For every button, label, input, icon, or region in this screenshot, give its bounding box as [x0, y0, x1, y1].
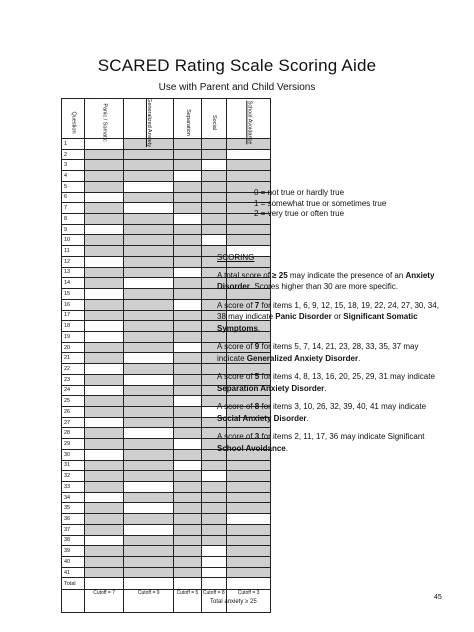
total-cell[interactable] — [201, 578, 226, 590]
question-number: 12 — [62, 256, 85, 267]
separation-cell — [174, 417, 202, 428]
social-cell — [201, 181, 226, 192]
generalized-anxiety-cell — [124, 224, 174, 235]
table-row — [62, 224, 271, 235]
question-number: 21 — [62, 353, 85, 364]
generalized-anxiety-cell[interactable] — [124, 482, 174, 493]
table-row — [62, 203, 271, 214]
scoring-section — [217, 252, 445, 461]
question-number: 5 — [62, 181, 85, 192]
table-row — [62, 524, 271, 535]
social-cell — [201, 535, 226, 546]
generalized-anxiety-cell — [124, 267, 174, 278]
question-number: 32 — [62, 471, 85, 482]
question-number: 3 — [62, 160, 85, 171]
generalized-anxiety-cell — [124, 417, 174, 428]
separation-cell — [174, 535, 202, 546]
panic-cell — [85, 482, 124, 493]
separation-cell — [174, 492, 202, 503]
table-row — [62, 192, 271, 203]
social-cell — [201, 460, 226, 471]
question-number: 11 — [62, 246, 85, 257]
social-cell — [201, 224, 226, 235]
social-cell[interactable] — [201, 235, 226, 246]
generalized-anxiety-cell — [124, 557, 174, 568]
generalized-anxiety-cell — [124, 439, 174, 450]
generalized-anxiety-cell — [124, 471, 174, 482]
page-number: 45 — [434, 594, 442, 601]
separation-cell — [174, 482, 202, 493]
separation-cell — [174, 181, 202, 192]
question-number: 18 — [62, 321, 85, 332]
question-number: 13 — [62, 267, 85, 278]
school-avoidance-cell[interactable] — [226, 149, 271, 160]
generalized-anxiety-cell — [124, 535, 174, 546]
panic-cell — [85, 235, 124, 246]
question-number: 27 — [62, 417, 85, 428]
table-row — [62, 535, 271, 546]
school-avoidance-cell[interactable] — [226, 514, 271, 525]
question-number: 39 — [62, 546, 85, 557]
generalized-anxiety-cell[interactable] — [124, 278, 174, 289]
total-cell[interactable] — [226, 578, 271, 590]
header-social: Social — [201, 99, 226, 139]
separation-cell — [174, 235, 202, 246]
panic-cell — [85, 267, 124, 278]
separation-cell[interactable] — [174, 439, 202, 450]
question-number: 38 — [62, 535, 85, 546]
panic-cell — [85, 160, 124, 171]
legend-item: 2 = very true or often true — [254, 209, 345, 218]
social-cell — [201, 482, 226, 493]
generalized-anxiety-cell — [124, 321, 174, 332]
separation-cell — [174, 567, 202, 578]
panic-cell — [85, 310, 124, 321]
school-avoidance-cell — [226, 503, 271, 514]
panic-cell[interactable] — [85, 192, 124, 203]
table-row — [62, 171, 271, 182]
total-label: Total — [62, 578, 85, 590]
separation-cell — [174, 364, 202, 375]
social-cell — [201, 139, 226, 150]
question-number: 31 — [62, 460, 85, 471]
header-separation: Separation — [174, 99, 202, 139]
school-avoidance-cell — [226, 492, 271, 503]
social-cell[interactable] — [201, 567, 226, 578]
panic-cell — [85, 171, 124, 182]
generalized-anxiety-cell — [124, 342, 174, 353]
table-row — [62, 214, 271, 225]
scoring-social: A score of 8 for items 3, 10, 26, 32, 39, 40, 41 may indicate Social Anxiety Disorder. — [217, 402, 427, 423]
separation-cell[interactable] — [174, 171, 202, 182]
generalized-anxiety-cell[interactable] — [124, 353, 174, 364]
panic-cell[interactable] — [85, 385, 124, 396]
question-number: 10 — [62, 235, 85, 246]
scoring-heading: SCORING — [217, 253, 255, 262]
panic-cell[interactable] — [85, 331, 124, 342]
question-number: 34 — [62, 492, 85, 503]
table-row — [62, 567, 271, 578]
question-number: 14 — [62, 278, 85, 289]
separation-cell — [174, 310, 202, 321]
question-number: 19 — [62, 331, 85, 342]
generalized-anxiety-cell[interactable] — [124, 524, 174, 535]
question-number: 20 — [62, 342, 85, 353]
generalized-anxiety-cell[interactable] — [124, 428, 174, 439]
separation-cell — [174, 149, 202, 160]
generalized-anxiety-cell — [124, 546, 174, 557]
panic-cell — [85, 214, 124, 225]
question-number: 26 — [62, 406, 85, 417]
separation-cell — [174, 139, 202, 150]
separation-cell[interactable] — [174, 460, 202, 471]
panic-cell — [85, 439, 124, 450]
question-number: 35 — [62, 503, 85, 514]
grid-header-row — [62, 99, 271, 139]
table-row — [62, 514, 271, 525]
school-avoidance-cell — [226, 535, 271, 546]
social-cell — [201, 171, 226, 182]
question-number: 41 — [62, 567, 85, 578]
separation-cell — [174, 524, 202, 535]
panic-cell — [85, 406, 124, 417]
separation-cell — [174, 514, 202, 525]
cutoff-blank — [62, 590, 85, 613]
table-row — [62, 471, 271, 482]
page-title: SCARED Rating Scale Scoring Aide — [97, 56, 377, 75]
panic-cell — [85, 278, 124, 289]
legend-item: 0 = not true or hardly true — [254, 188, 345, 197]
question-number: 6 — [62, 192, 85, 203]
header-question: Question — [62, 99, 85, 139]
generalized-anxiety-cell — [124, 449, 174, 460]
panic-cell[interactable] — [85, 417, 124, 428]
question-number: 15 — [62, 289, 85, 300]
social-cell — [201, 514, 226, 525]
separation-cell — [174, 503, 202, 514]
separation-cell — [174, 374, 202, 385]
panic-cell[interactable] — [85, 256, 124, 267]
question-number: 37 — [62, 524, 85, 535]
panic-cell — [85, 246, 124, 257]
total-cell[interactable] — [174, 578, 202, 590]
answer-legend — [254, 188, 386, 220]
question-number: 22 — [62, 364, 85, 375]
panic-cell — [85, 514, 124, 525]
panic-cell — [85, 149, 124, 160]
question-number: 4 — [62, 171, 85, 182]
social-cell[interactable] — [201, 471, 226, 482]
separation-cell — [174, 256, 202, 267]
panic-cell — [85, 524, 124, 535]
panic-cell — [85, 503, 124, 514]
generalized-anxiety-cell — [124, 171, 174, 182]
panic-cell — [85, 471, 124, 482]
question-number: 36 — [62, 514, 85, 525]
generalized-anxiety-cell — [124, 492, 174, 503]
generalized-anxiety-cell — [124, 567, 174, 578]
separation-cell — [174, 160, 202, 171]
question-number: 24 — [62, 385, 85, 396]
school-avoidance-cell — [226, 471, 271, 482]
social-cell[interactable] — [201, 546, 226, 557]
panic-cell — [85, 342, 124, 353]
question-number: 23 — [62, 374, 85, 385]
school-avoidance-cell — [226, 460, 271, 471]
social-cell — [201, 503, 226, 514]
panic-cell — [85, 396, 124, 407]
question-number: 9 — [62, 224, 85, 235]
school-avoidance-cell — [226, 224, 271, 235]
panic-cell[interactable] — [85, 224, 124, 235]
generalized-anxiety-cell — [124, 160, 174, 171]
separation-cell — [174, 428, 202, 439]
scoring-school: A score of 3 for items 2, 11, 17, 36 may indicate Significant School Avoidance. — [217, 432, 425, 453]
generalized-anxiety-cell — [124, 246, 174, 257]
generalized-anxiety-cell — [124, 214, 174, 225]
cutoff-cell: Cutoff = 8 — [201, 590, 226, 613]
school-avoidance-cell — [226, 546, 271, 557]
social-cell[interactable] — [201, 160, 226, 171]
generalized-anxiety-cell — [124, 331, 174, 342]
panic-cell — [85, 181, 124, 192]
generalized-anxiety-cell — [124, 396, 174, 407]
separation-cell — [174, 353, 202, 364]
separation-cell — [174, 385, 202, 396]
scoring-separation: A score of 5 for items 4, 8, 13, 16, 20, 25, 29, 31 may indicate Separation Anxiety Disorder. — [217, 372, 435, 393]
separation-cell — [174, 557, 202, 568]
separation-cell — [174, 321, 202, 332]
separation-cell — [174, 278, 202, 289]
total-row — [62, 578, 271, 590]
scoring-generalized: A score of 9 for items 5, 7, 14, 21, 23, 28, 33, 35, 37 may indicate Generalized Anxiety Disorder. — [217, 342, 419, 363]
question-number: 17 — [62, 310, 85, 321]
table-row — [62, 235, 271, 246]
separation-cell — [174, 203, 202, 214]
separation-cell — [174, 289, 202, 300]
generalized-anxiety-cell — [124, 364, 174, 375]
panic-cell[interactable] — [85, 289, 124, 300]
panic-cell — [85, 460, 124, 471]
question-number: 1 — [62, 139, 85, 150]
separation-cell[interactable] — [174, 396, 202, 407]
total-anxiety-note: Total anxiety ≥ 25 — [210, 599, 257, 605]
legend-item: 1 = somewhat true or sometimes true — [254, 198, 387, 208]
table-row — [62, 546, 271, 557]
separation-cell — [174, 546, 202, 557]
table-row — [62, 181, 271, 192]
cutoff-cell: Cutoff = 7 — [85, 590, 124, 613]
separation-cell — [174, 471, 202, 482]
page-subtitle: Use with Parent and Child Versions — [158, 82, 316, 93]
separation-cell — [174, 246, 202, 257]
panic-cell[interactable] — [85, 449, 124, 460]
separation-cell — [174, 406, 202, 417]
scoring-panic: A score of 7 for items 1, 6, 9, 12, 15, 18, 19, 22, 24, 27, 30, 34, 38 may indicate Panic Disorder or Significant Somatic Symptoms. — [217, 300, 439, 333]
panic-cell — [85, 353, 124, 364]
table-row — [62, 149, 271, 160]
panic-cell[interactable] — [85, 535, 124, 546]
generalized-anxiety-cell — [124, 299, 174, 310]
header-generalized-anxiety: Generalized Anxiety — [124, 99, 174, 139]
school-avoidance-cell — [226, 171, 271, 182]
table-row — [62, 160, 271, 171]
question-number: 29 — [62, 439, 85, 450]
table-row — [62, 139, 271, 150]
separation-cell[interactable] — [174, 342, 202, 353]
generalized-anxiety-cell — [124, 192, 174, 203]
panic-cell — [85, 299, 124, 310]
total-cell[interactable] — [85, 578, 124, 590]
separation-cell[interactable] — [174, 267, 202, 278]
panic-cell — [85, 428, 124, 439]
separation-cell — [174, 192, 202, 203]
table-row — [62, 557, 271, 568]
cutoff-cell: Cutoff = 5 — [174, 590, 202, 613]
generalized-anxiety-cell — [124, 385, 174, 396]
panic-cell[interactable] — [85, 492, 124, 503]
social-cell — [201, 214, 226, 225]
school-avoidance-cell — [226, 567, 271, 578]
cutoff-cell: Cutoff = 9 — [124, 590, 174, 613]
question-number: 16 — [62, 299, 85, 310]
total-cell[interactable] — [124, 578, 174, 590]
question-number: 40 — [62, 557, 85, 568]
question-number: 2 — [62, 149, 85, 160]
table-row — [62, 503, 271, 514]
separation-cell[interactable] — [174, 214, 202, 225]
school-avoidance-cell — [226, 524, 271, 535]
table-row — [62, 492, 271, 503]
question-number: 7 — [62, 203, 85, 214]
generalized-anxiety-cell — [124, 256, 174, 267]
separation-cell — [174, 224, 202, 235]
school-avoidance-cell — [226, 235, 271, 246]
question-number: 8 — [62, 214, 85, 225]
social-cell — [201, 192, 226, 203]
table-row — [62, 482, 271, 493]
scoring-total: A total score of ≥ 25 may indicate the presence of an Anxiety Disorder. Scores higher than 30 are more specific. — [217, 270, 435, 291]
social-cell — [201, 149, 226, 160]
generalized-anxiety-cell — [124, 310, 174, 321]
panic-cell — [85, 203, 124, 214]
generalized-anxiety-cell — [124, 235, 174, 246]
question-number: 28 — [62, 428, 85, 439]
generalized-anxiety-cell — [124, 406, 174, 417]
generalized-anxiety-cell[interactable] — [124, 203, 174, 214]
school-avoidance-cell — [226, 557, 271, 568]
panic-cell[interactable] — [85, 321, 124, 332]
question-number: 25 — [62, 396, 85, 407]
generalized-anxiety-cell[interactable] — [124, 181, 174, 192]
cutoff-cell: Cutoff = 3 — [226, 590, 271, 613]
panic-cell — [85, 567, 124, 578]
question-number: 30 — [62, 449, 85, 460]
social-cell — [201, 524, 226, 535]
school-avoidance-cell — [226, 160, 271, 171]
generalized-anxiety-cell[interactable] — [124, 374, 174, 385]
table-row — [62, 460, 271, 471]
panic-cell — [85, 546, 124, 557]
generalized-anxiety-cell — [124, 514, 174, 525]
generalized-anxiety-cell — [124, 149, 174, 160]
school-avoidance-cell — [226, 482, 271, 493]
generalized-anxiety-cell — [124, 289, 174, 300]
social-cell[interactable] — [201, 557, 226, 568]
social-cell — [201, 492, 226, 503]
separation-cell — [174, 331, 202, 342]
question-number: 33 — [62, 482, 85, 493]
generalized-anxiety-cell — [124, 460, 174, 471]
separation-cell[interactable] — [174, 299, 202, 310]
separation-cell — [174, 449, 202, 460]
panic-cell[interactable] — [85, 364, 124, 375]
generalized-anxiety-cell[interactable] — [124, 503, 174, 514]
panic-cell — [85, 374, 124, 385]
header-panic: Panic / Somatic — [85, 99, 124, 139]
panic-cell — [85, 557, 124, 568]
social-cell — [201, 203, 226, 214]
header-school-avoidance: School Avoidance — [226, 99, 271, 139]
